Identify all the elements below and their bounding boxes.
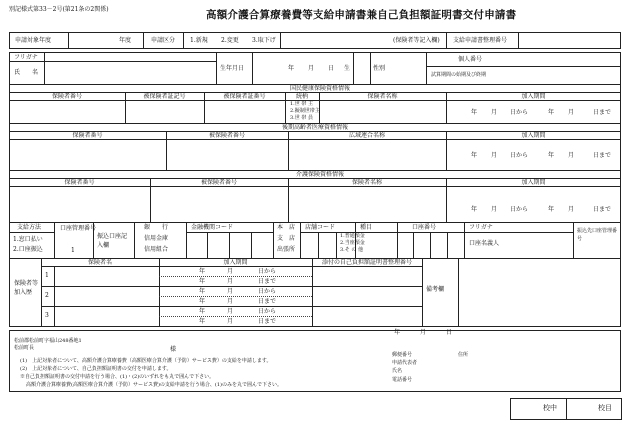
care-header: 介護保険資格情報 — [295, 171, 344, 178]
care-period-to-year: 年 — [548, 206, 555, 213]
tel-label: 電話番号 — [392, 377, 413, 383]
holder-furigana-label: フリガナ — [469, 224, 493, 231]
prev-r3-to-month: 月 — [227, 318, 234, 325]
elderly-col-union-name: 広域連合名称 — [348, 132, 385, 139]
name-label: 氏 名 — [14, 69, 39, 76]
branch-type-main[interactable]: 本 店 — [277, 224, 296, 231]
prev-r2-to-year: 年 — [199, 298, 206, 305]
method-counter[interactable]: 1.窓口払い — [13, 236, 43, 243]
check-mid-label: 校中 — [543, 404, 557, 412]
prev-col-cert-no: 添付の自己負担額証明書整理番号 — [321, 259, 412, 266]
decl-date-day: 日 — [446, 329, 453, 336]
prev-r2-to-month: 月 — [227, 298, 234, 305]
fiscal-year-label: 申請対象年度 — [15, 37, 52, 44]
check-page-label: 校目 — [598, 404, 612, 412]
transfer-label: 振込口座記入欄 — [97, 233, 128, 249]
type-other[interactable]: 3.そ の 他 — [340, 247, 363, 253]
elderly-period-to-month: 月 — [568, 152, 575, 159]
representative-label: 申請代表者 — [392, 360, 418, 366]
relation-head[interactable]: 1.世 帯 主 — [290, 101, 313, 107]
dob-label: 生年月日 — [220, 65, 245, 72]
mgmt-no-label: 支給申請書整理番号 — [453, 37, 508, 44]
care-period-to-day: 日まで — [593, 206, 612, 213]
care-col-insurer-name: 保険者名称 — [351, 179, 382, 186]
nhi-period-from-month: 月 — [491, 109, 498, 116]
nhi-col-relation: 続柄 — [295, 93, 308, 100]
account-no-label: 口座番号 — [412, 224, 437, 231]
nhi-header: 国民健康保険資格情報 — [289, 85, 350, 92]
decl-date-year: 年 — [394, 329, 401, 336]
prev-col-period: 加入期間 — [223, 259, 248, 266]
declaration-1[interactable]: (1) 上記対象者について、高額介護合算療養費（高額医療合算介護（予防）サービス費）の支給を申請します。 — [20, 358, 272, 364]
nhi-period-from-year: 年 — [471, 109, 478, 116]
prev-col-insurer-name: 保険者名 — [87, 259, 112, 266]
holder-label: 口座名義人 — [469, 240, 500, 247]
bank-code-label: 金融機関コード — [191, 224, 234, 231]
elderly-period-from-month: 月 — [491, 152, 498, 159]
care-col-period: 加入期間 — [521, 179, 546, 186]
care-col-insured-no: 被保険者番号 — [200, 179, 237, 186]
insurer-mgmt-label: 振込先口座管理番号 — [577, 228, 618, 242]
dob-month-unit: 月 — [308, 65, 315, 72]
zip-label: 郵便番号 — [392, 352, 413, 358]
option-new[interactable]: 1.新規 — [190, 37, 208, 44]
acct-mgmt-value: 1 — [71, 247, 75, 254]
care-period-from-year: 年 — [471, 206, 478, 213]
prev-r1-from-year: 年 — [199, 268, 206, 275]
relation-deemed-head[interactable]: 2.擬制世帯主 — [290, 108, 320, 114]
prev-r1-to-year: 年 — [199, 278, 206, 285]
branch-code-label: 店舗コード — [305, 224, 336, 231]
dob-year-unit: 年 — [288, 65, 295, 72]
care-period-from-day: 日から — [510, 206, 529, 213]
relation-member[interactable]: 3.世 帯 員 — [290, 115, 313, 121]
care-period-to-month: 月 — [568, 206, 575, 213]
mayor: 松前町長 — [14, 345, 35, 351]
type-savings[interactable]: 1.普通預金 — [340, 233, 365, 239]
elderly-period-from-year: 年 — [471, 152, 478, 159]
fiscal-year-suffix: 年度 — [119, 37, 132, 44]
page-title: 高額介護合算療養費等支給申請書兼自己負担額証明書交付申請書 — [206, 9, 517, 21]
elderly-period-from-day: 日から — [510, 152, 529, 159]
type-checking[interactable]: 2.当座預金 — [340, 240, 365, 246]
method-transfer[interactable]: 2.口座振込 — [13, 246, 43, 253]
declaration-2[interactable]: (2) 上記対象者について、自己負担額証明書の交付を申請します。 — [20, 366, 172, 372]
remarks-label: 備考欄 — [426, 286, 445, 293]
prev-r1-to-day: 日まで — [258, 278, 277, 285]
note-1: ※自己負担額証明書の交付申請を行う場合、(1)・(2)のいずれをも丸で囲んで下さい。 — [20, 374, 215, 380]
nhi-col-period: 加入期間 — [521, 93, 546, 100]
branch-type-branch[interactable]: 支 店 — [277, 235, 296, 242]
elderly-period-to-day: 日まで — [593, 152, 612, 159]
prev-r2-to-day: 日まで — [258, 298, 277, 305]
applicant-name-label: 氏名 — [392, 368, 403, 374]
insurer-note: (保険者等記入欄) — [393, 37, 440, 44]
prev-r1-from-day: 日から — [258, 268, 277, 275]
decl-date-month: 月 — [420, 329, 427, 336]
option-change[interactable]: 2.変更 — [221, 37, 239, 44]
prev-r3-from-day: 日から — [258, 308, 277, 315]
category-label: 申請区分 — [151, 37, 176, 44]
top-row — [9, 32, 621, 49]
nhi-period-to-day: 日まで — [593, 109, 612, 116]
sex-label: 性別 — [373, 65, 386, 72]
honorific: 様 — [170, 346, 177, 353]
period-label: 試算期間の始期及び終期 — [431, 72, 487, 78]
dob-born-unit: 生 — [344, 65, 351, 72]
prev-r1-from-month: 月 — [227, 268, 234, 275]
prev-r3-to-day: 日まで — [258, 318, 277, 325]
prev-row-3: 3 — [45, 312, 49, 319]
bank-type-kumiai[interactable]: 信用組合 — [144, 246, 169, 253]
care-period-from-month: 月 — [491, 206, 498, 213]
nhi-period-to-month: 月 — [568, 109, 575, 116]
elderly-col-insured-no: 被保険者番号 — [208, 132, 245, 139]
nhi-period-to-year: 年 — [548, 109, 555, 116]
elderly-period-to-year: 年 — [548, 152, 555, 159]
nhi-col-card-symbol: 被保険者証記号 — [143, 93, 186, 100]
account-type-label: 種目 — [360, 224, 373, 231]
elderly-col-period: 加入期間 — [521, 132, 546, 139]
prev-r3-from-month: 月 — [227, 308, 234, 315]
nhi-col-insurer-no: 保険者番号 — [51, 93, 82, 100]
bank-type-shinkin[interactable]: 信用金庫 — [144, 235, 169, 242]
bank-type-bank[interactable]: 銀 行 — [144, 224, 169, 231]
prev-r3-from-year: 年 — [199, 308, 206, 315]
dob-day-unit: 日 — [328, 65, 335, 72]
prev-r2-from-year: 年 — [199, 288, 206, 295]
prev-r2-from-day: 日から — [258, 288, 277, 295]
nhi-col-card-no: 被保険者証番号 — [223, 93, 266, 100]
prev-row-1: 1 — [45, 272, 49, 279]
prev-r2-from-month: 月 — [227, 288, 234, 295]
option-withdraw[interactable]: 3.取下げ — [252, 37, 276, 44]
branch-type-office[interactable]: 出張所 — [277, 246, 296, 253]
form-number: 別記様式第33－2号(第21条の2関係) — [9, 6, 109, 13]
prev-r1-to-month: 月 — [227, 278, 234, 285]
elderly-header: 後期高齢者医療資格情報 — [281, 124, 348, 131]
prev-r3-to-year: 年 — [199, 318, 206, 325]
prev-row-2: 2 — [45, 292, 49, 299]
elderly-col-insurer-no: 保険者番号 — [72, 132, 103, 139]
care-col-insurer-no: 保険者番号 — [64, 179, 95, 186]
address-label: 住所 — [458, 352, 469, 358]
nhi-period-from-day: 日から — [510, 109, 529, 116]
office-address: 松前郡松前町字福山248番地1 — [14, 338, 82, 344]
personal-no-label: 個人番号 — [458, 56, 483, 63]
prev-insurer-label: 保険者等加入歴 — [14, 280, 39, 296]
furigana-label: フリガナ — [14, 54, 38, 61]
nhi-col-insurer-name: 保険者名称 — [367, 93, 398, 100]
note-2: 高額介護合算療養費(高額医療合算介護（予防）サービス費)の支給申請を行う場合、(1)のみを丸で囲んで下さい。 — [26, 382, 282, 388]
acct-mgmt-label: 口座管理番号 — [60, 225, 97, 232]
payment-method-label: 支給方法 — [17, 224, 42, 231]
